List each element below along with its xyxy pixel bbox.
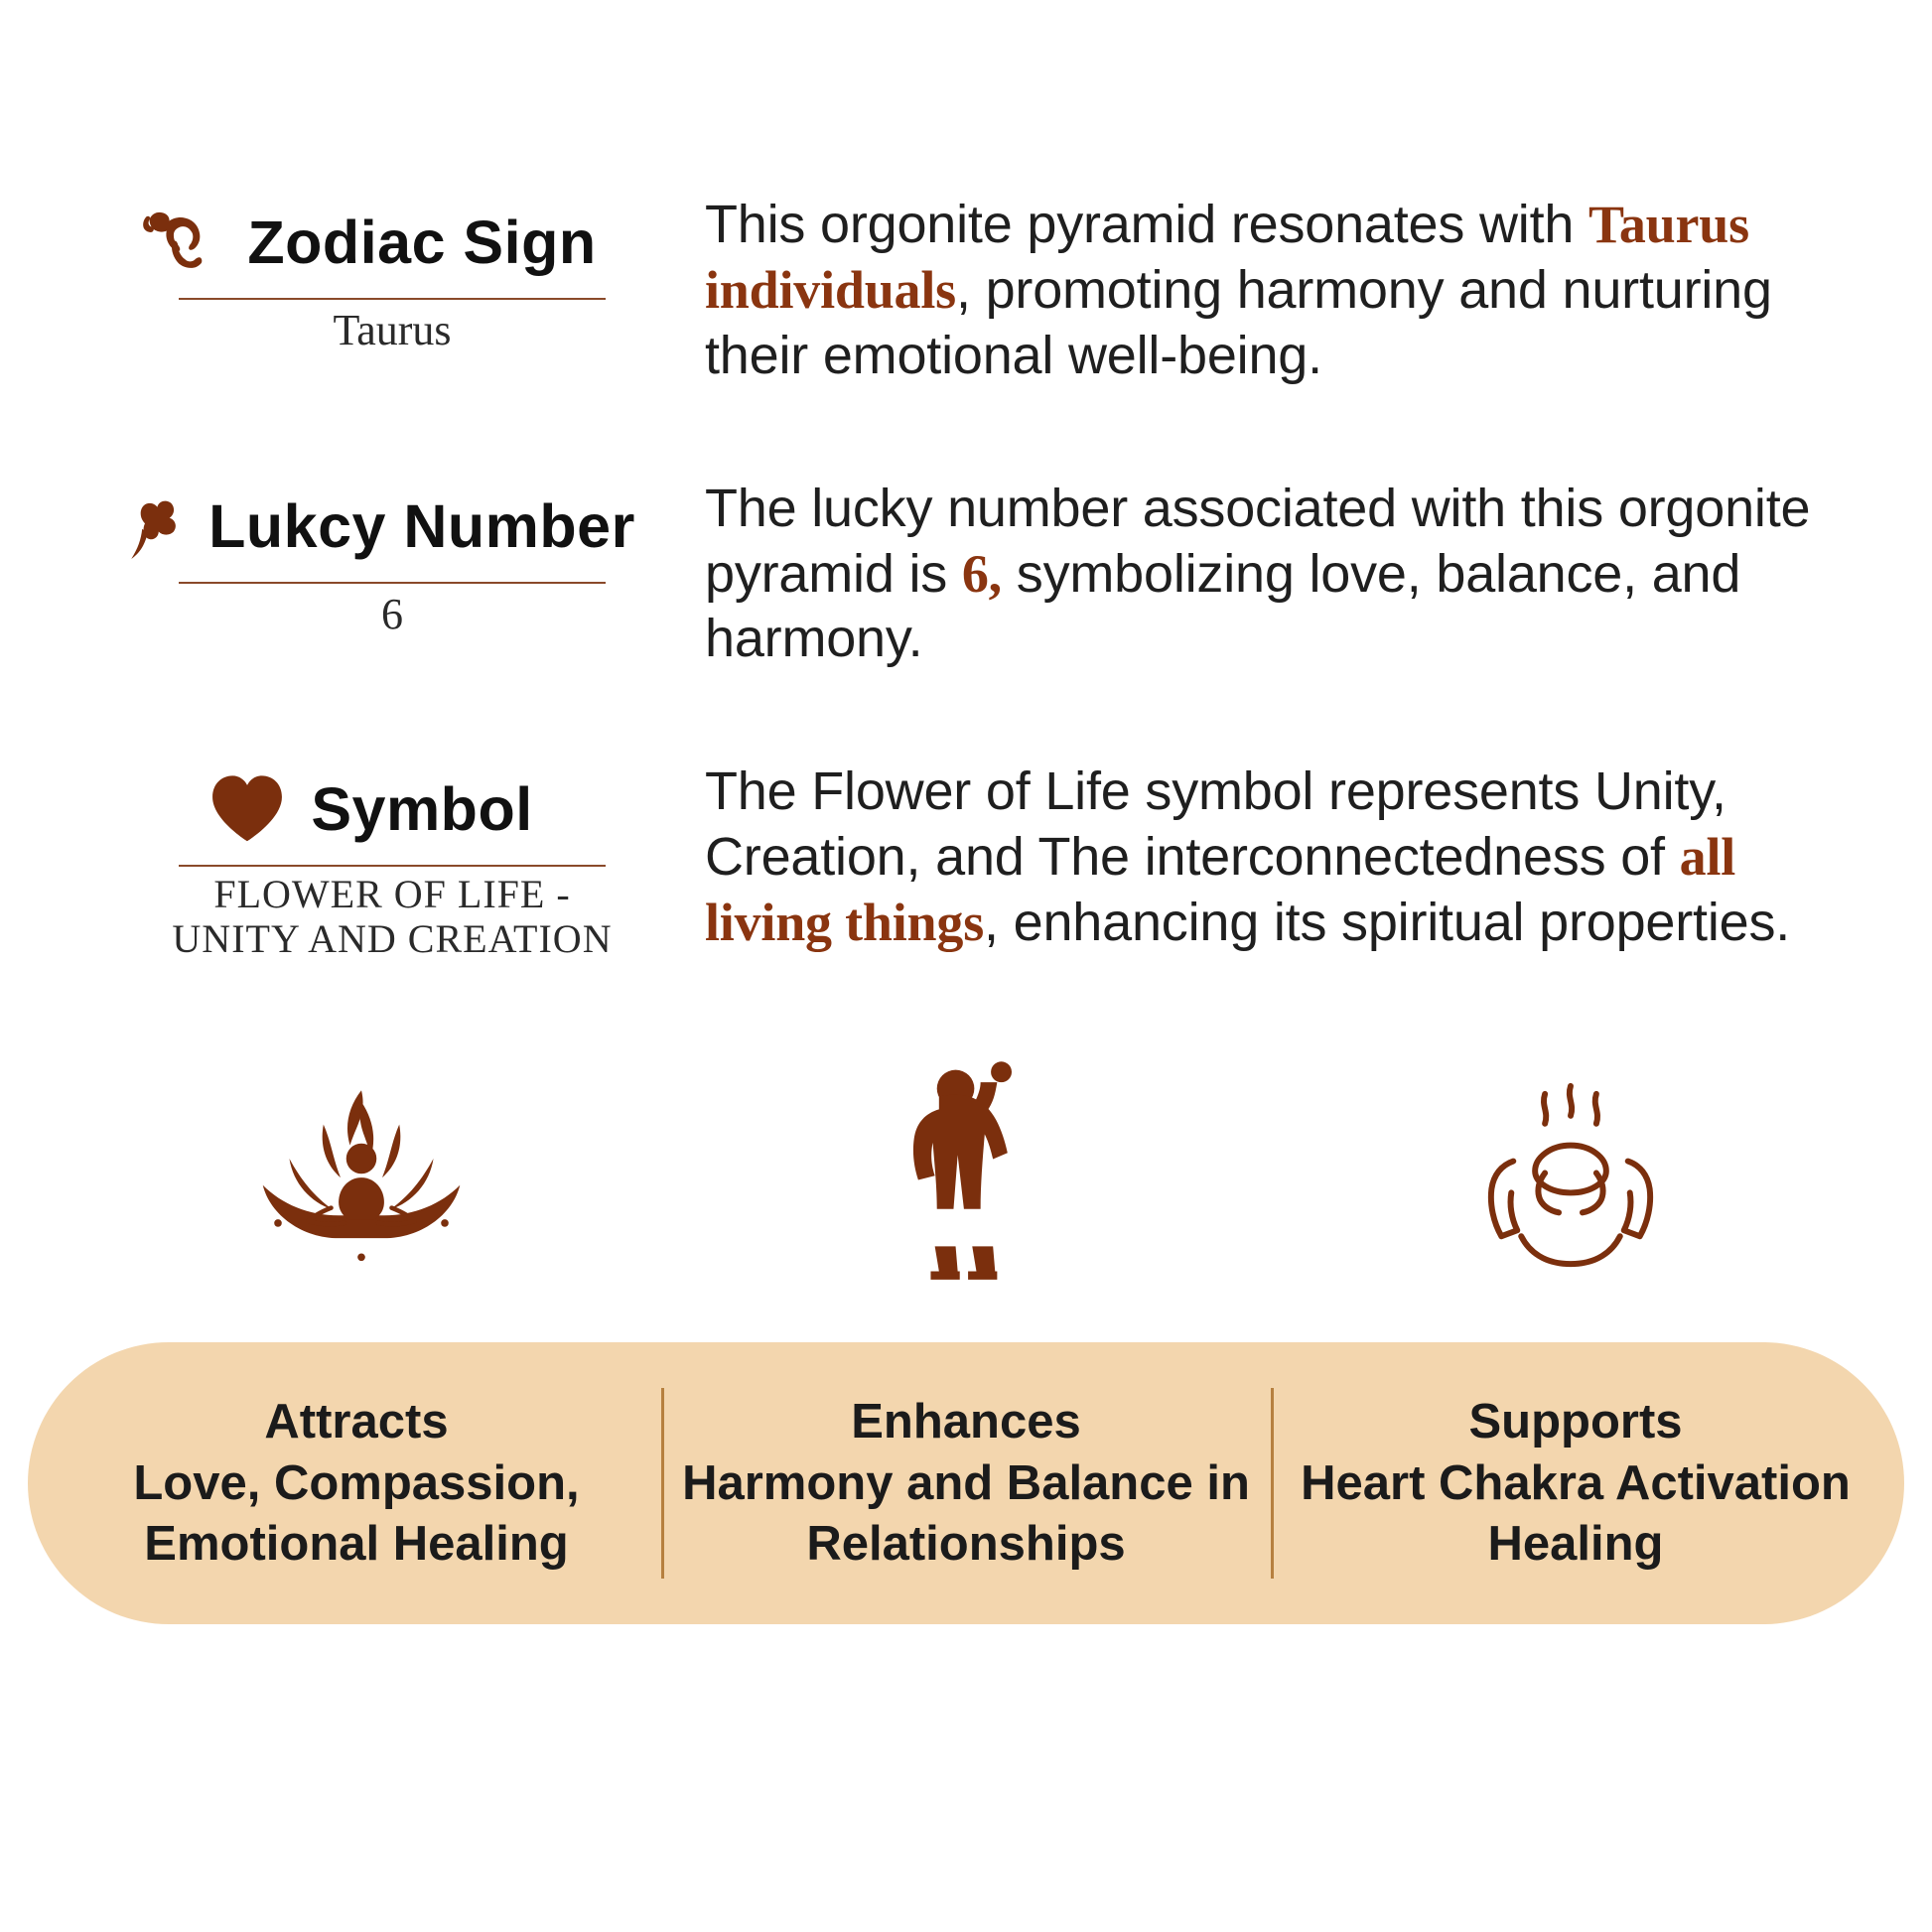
description-highlight: 6, — [961, 543, 1002, 604]
description-post: symbolizing love, balance, and harmony. — [705, 543, 1741, 669]
description-post: , enhancing its spiritual properties. — [984, 893, 1791, 952]
benefit-title: Enhances — [851, 1395, 1081, 1449]
feature-title: Zodiac Sign — [247, 208, 597, 276]
healing-hands-icon — [1268, 1045, 1872, 1284]
divider — [179, 582, 606, 584]
feature-description-symbol — [675, 756, 1872, 956]
feature-row-zodiac — [60, 189, 1872, 389]
feature-heading-lucky-number — [60, 481, 675, 572]
feature-left-lucky-number — [60, 473, 675, 638]
feature-heading-symbol — [60, 763, 675, 855]
feature-title: Symbol — [311, 775, 533, 844]
description-highlight: all living things — [705, 827, 1736, 952]
clover-icon — [99, 481, 191, 572]
feature-rows — [0, 0, 1932, 962]
heart-icon — [202, 763, 293, 855]
feature-description-lucky-number — [675, 473, 1872, 673]
description-pre: The Flower of Life symbol represents Unity, Creation, and The interconnectedness of — [705, 761, 1726, 888]
benefits-bar — [28, 1342, 1904, 1624]
benefit-icons-row — [0, 1045, 1932, 1284]
lotus-meditation-icon — [60, 1045, 664, 1284]
feature-subtitle: 6 — [381, 589, 403, 638]
divider — [179, 865, 606, 867]
feature-subtitle: FLOWER OF LIFE - UNITY AND CREATION — [172, 872, 613, 962]
raised-fist-person-icon — [664, 1045, 1269, 1284]
feature-heading-zodiac — [60, 197, 675, 288]
benefit-item-attracts — [52, 1382, 661, 1585]
feature-left-symbol — [60, 756, 675, 962]
benefit-item-supports — [1271, 1382, 1880, 1585]
feature-row-lucky-number — [60, 473, 1872, 673]
description-highlight: Taurus individuals — [705, 195, 1749, 320]
feature-description-zodiac — [675, 189, 1872, 389]
bull-icon — [138, 197, 229, 288]
feature-row-symbol — [60, 756, 1872, 962]
description-post: , promoting harmony and nurturing their emotional well-being. — [705, 259, 1772, 385]
feature-title: Lukcy Number — [208, 491, 635, 560]
feature-subtitle: Taurus — [333, 306, 452, 354]
benefit-description: Love, Compassion, Emotional Healing — [133, 1455, 580, 1571]
divider — [179, 298, 606, 300]
description-pre: The lucky number associated with this orgonite pyramid is — [705, 478, 1811, 604]
benefit-item-enhances — [661, 1382, 1271, 1585]
benefit-description: Heart Chakra Activation Healing — [1301, 1455, 1851, 1571]
description-pre: This orgonite pyramid resonates with — [705, 195, 1589, 254]
benefit-title: Supports — [1468, 1395, 1683, 1449]
feature-left-zodiac — [60, 189, 675, 354]
benefit-title: Attracts — [264, 1395, 449, 1449]
benefit-description: Harmony and Balance in Relationships — [682, 1455, 1250, 1571]
